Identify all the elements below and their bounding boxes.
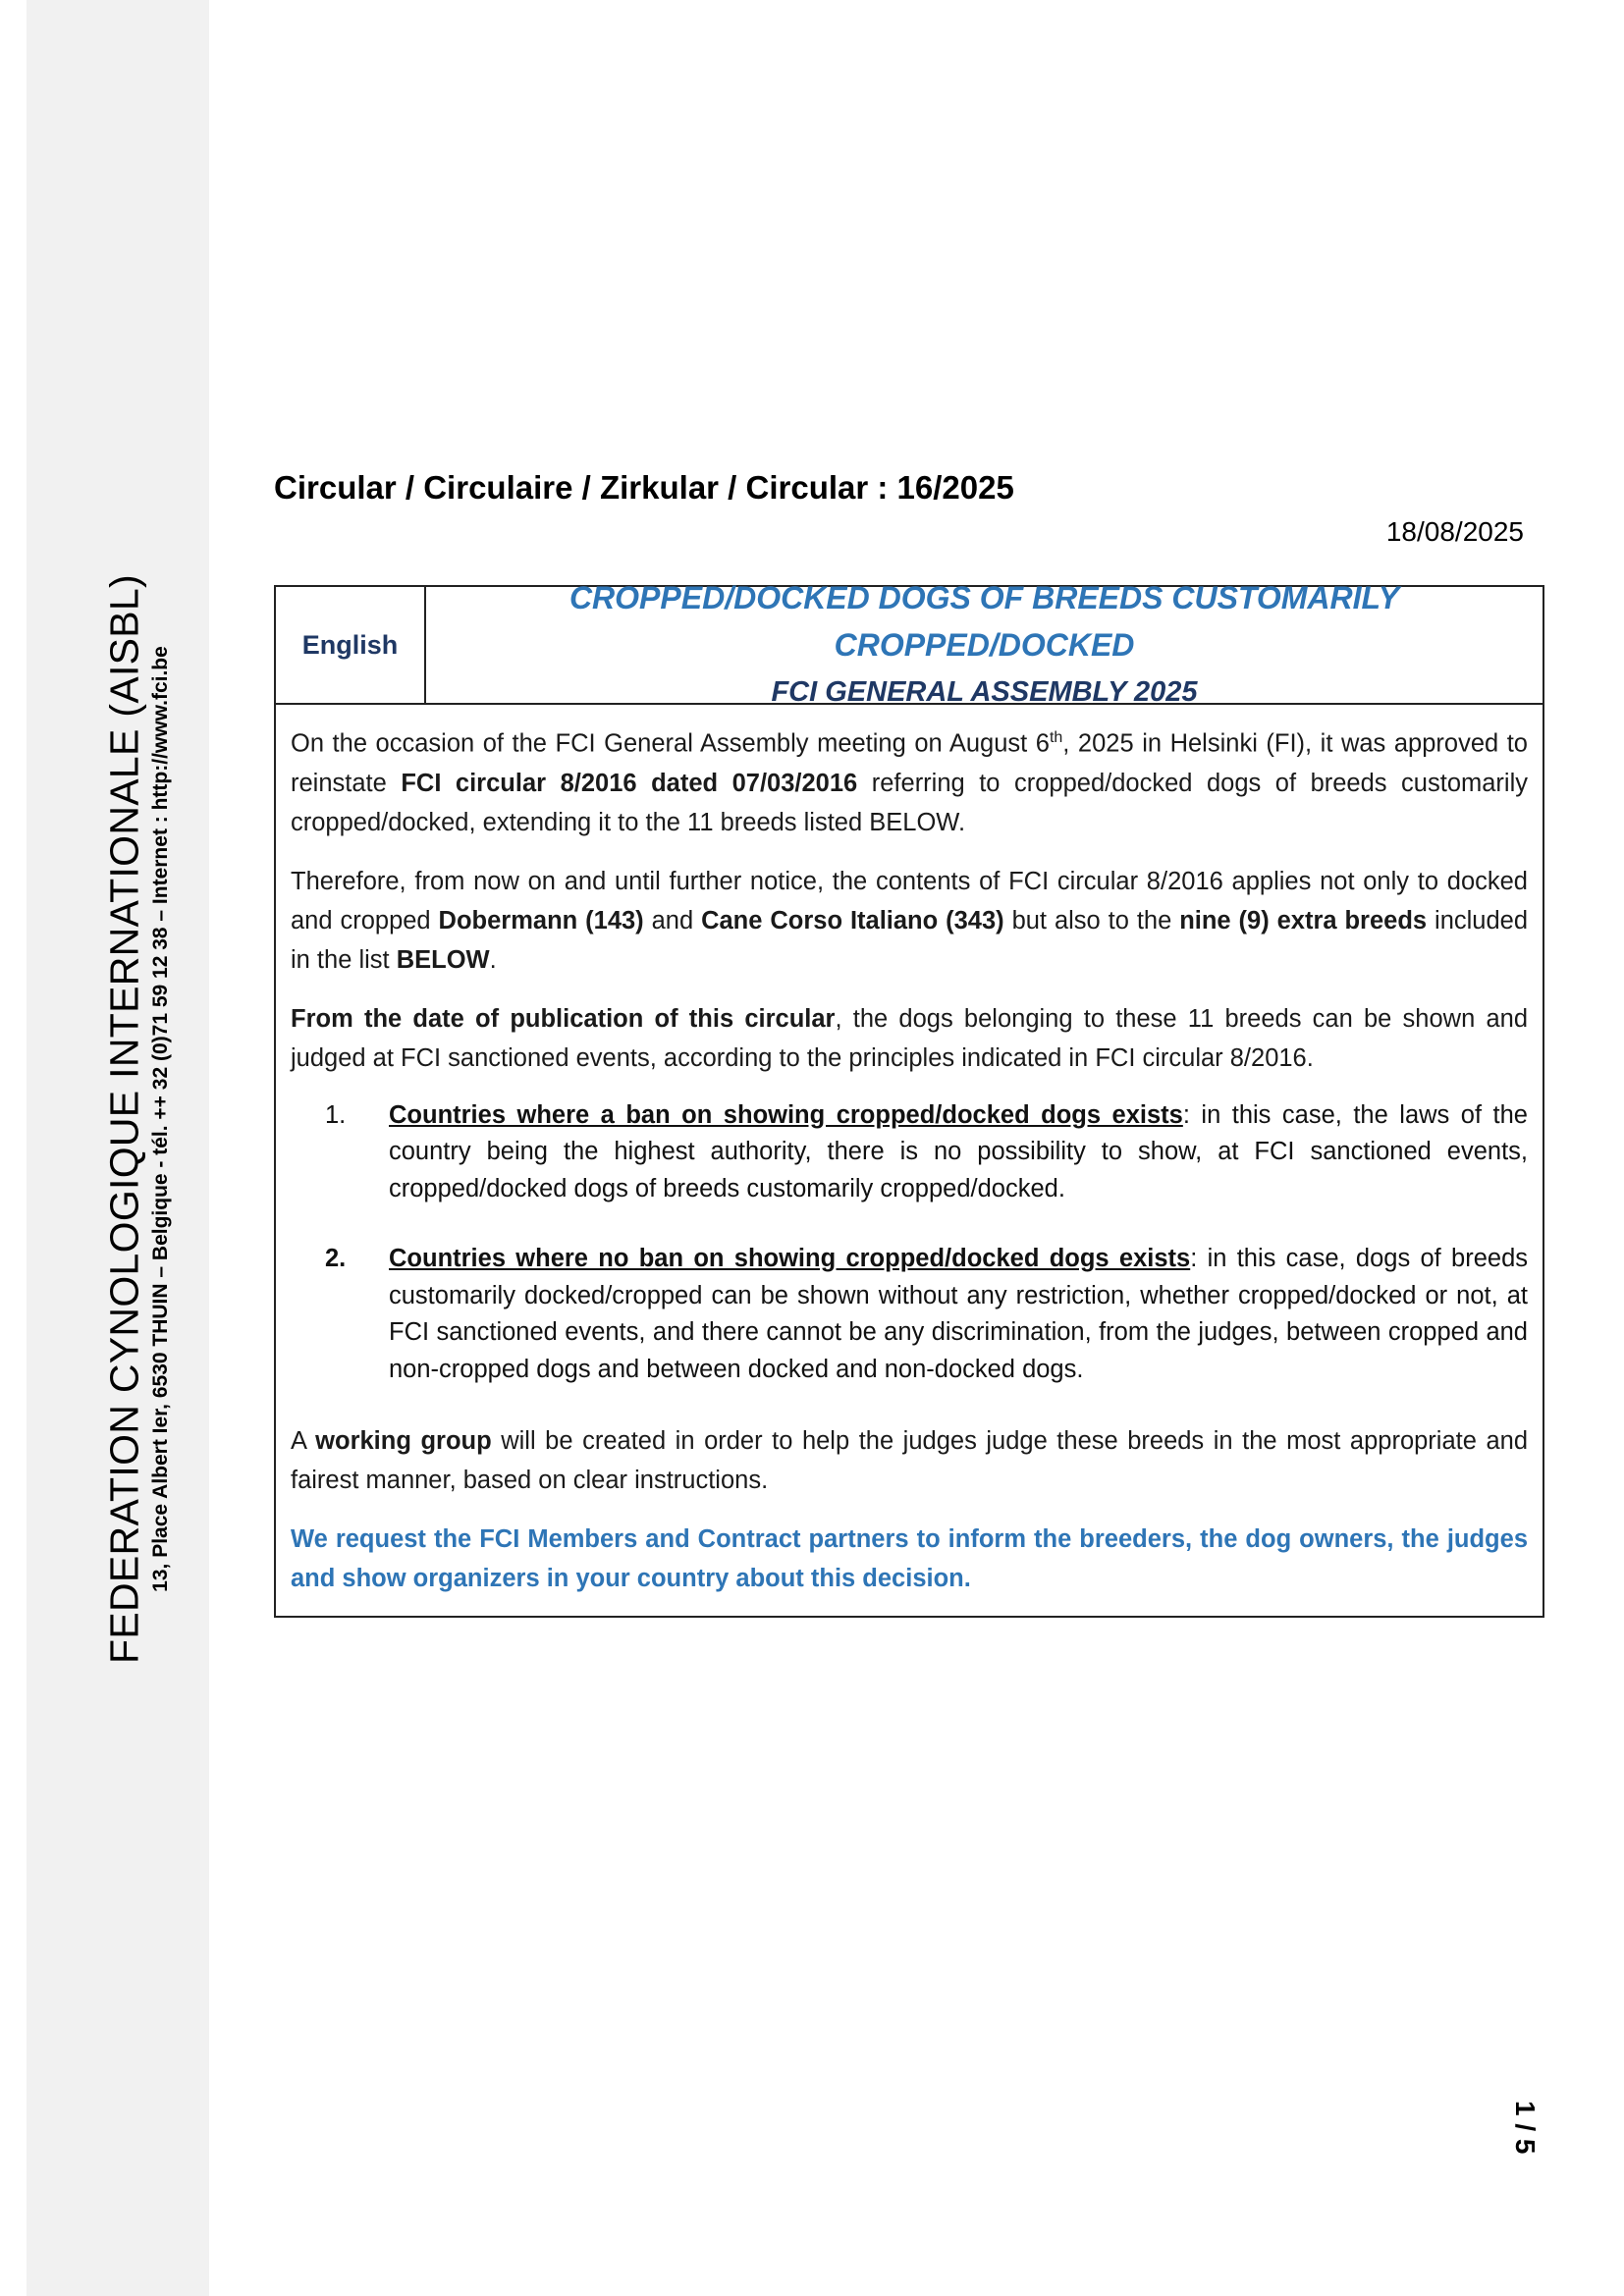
p2-text-a: Therefore, from now on and until further notice, the contents of FCI circular 8/2016 applies not only to docked and cropped — [291, 867, 1528, 934]
box-title-line1: CROPPED/DOCKED DOGS OF BREEDS CUSTOMARILY CROPPED/DOCKED — [568, 580, 1400, 663]
list-heading: Countries where a ban on showing cropped/docked dogs exists — [389, 1100, 1183, 1129]
circular-date: 18/08/2025 — [1385, 516, 1524, 547]
list-number: 2. — [325, 1245, 347, 1272]
list-number: 1. — [325, 1100, 347, 1129]
list-heading: Countries where no ban on showing cropped/docked dogs exists — [389, 1245, 1191, 1272]
p3-text-a: , the dogs belonging to these 11 breeds can be shown and judged at FCI sanctioned events, according to the principles indicated in FCI circular 8/2016. — [291, 1004, 1528, 1072]
p2-text-c: but also to the — [1003, 906, 1180, 934]
list-text — [389, 1097, 1528, 1208]
paragraph-1 — [291, 719, 1528, 842]
p2-text-d: included in the list — [291, 906, 1529, 974]
box-title — [426, 580, 1543, 708]
p2-bold-cane-corso: Cane Corso Italiano (343) — [701, 906, 1004, 934]
p2-text-e: . — [489, 945, 497, 974]
box-header — [276, 580, 1543, 708]
p1-bold-reference: FCI circular 8/2016 dated 07/03/2016 — [401, 769, 858, 797]
circular-title: Circular / Circulaire / Zirkular / Circular : 16/2025 — [274, 469, 1014, 506]
p2-bold-below: BELOW — [396, 945, 490, 974]
list-item — [291, 1241, 1528, 1388]
p2-bold-extra-breeds: nine (9) extra breeds — [1179, 906, 1428, 934]
box-title-line2: FCI GENERAL ASSEMBLY 2025 — [771, 676, 1198, 708]
page-number: 1 / 5 — [1510, 2101, 1541, 2155]
p4-text-b: will be created in order to help the judges judge these breeds in the most appropriate and fairest manner, based on clear instructions. — [291, 1427, 1528, 1494]
paragraph-4 — [291, 1421, 1528, 1500]
sidebar — [27, 0, 209, 2296]
p1-text-b: , 2025 in Helsinki (FI), it was approved to reinstate — [291, 729, 1528, 797]
list-body: : in this case, the laws of the country being the highest authority, there is no possibility to show, at FCI sanctioned events, cropped/docked dogs of breeds customarily cropped/docked. — [389, 1100, 1528, 1202]
language-label: English — [276, 587, 426, 703]
list-body: : in this case, dogs of breeds customarily docked/cropped can be shown without any restriction, whether cropped/docked or not, at FCI sanctioned events, and there cannot be any discrimination, from the judges, between cropped and non-cropped dogs and between docked and non-docked dogs. — [389, 1245, 1528, 1383]
p1-text-a: On the occasion of the FCI General Assembly meeting on August 6 — [291, 729, 1050, 758]
p1-text-c: referring to cropped/docked dogs of breeds customarily cropped/docked, extending it to the 11 breeds listed BELOW. — [291, 769, 1528, 836]
circular-box — [274, 580, 1544, 1618]
p2-text-b: and — [643, 906, 702, 934]
p2-bold-dobermann: Dobermann (143) — [438, 906, 644, 934]
box-body — [276, 705, 1543, 1616]
organization-name: FEDERATION CYNOLOGIQUE INTERNATIONALE (AISBL) — [101, 573, 147, 1665]
p1-superscript: th — [1049, 729, 1063, 746]
list-item — [291, 1097, 1528, 1208]
p4-text-a: A — [291, 1427, 316, 1455]
list-text — [389, 1241, 1528, 1388]
p3-bold-lead: From the date of publication of this circular — [291, 1004, 836, 1033]
paragraph-2 — [291, 862, 1528, 980]
organization-address: 13, Place Albert Ier, 6530 THUIN – Belgique - tél. ++ 32 (0)71 59 12 38 – Internet : http://www.fci.be — [149, 646, 172, 1592]
paragraph-3 — [291, 999, 1528, 1078]
p4-bold-working-group: working group — [315, 1427, 492, 1455]
request-paragraph: We request the FCI Members and Contract partners to inform the breeders, the dog owners, the judges and show organizers in your country about this decision. — [291, 1525, 1528, 1592]
